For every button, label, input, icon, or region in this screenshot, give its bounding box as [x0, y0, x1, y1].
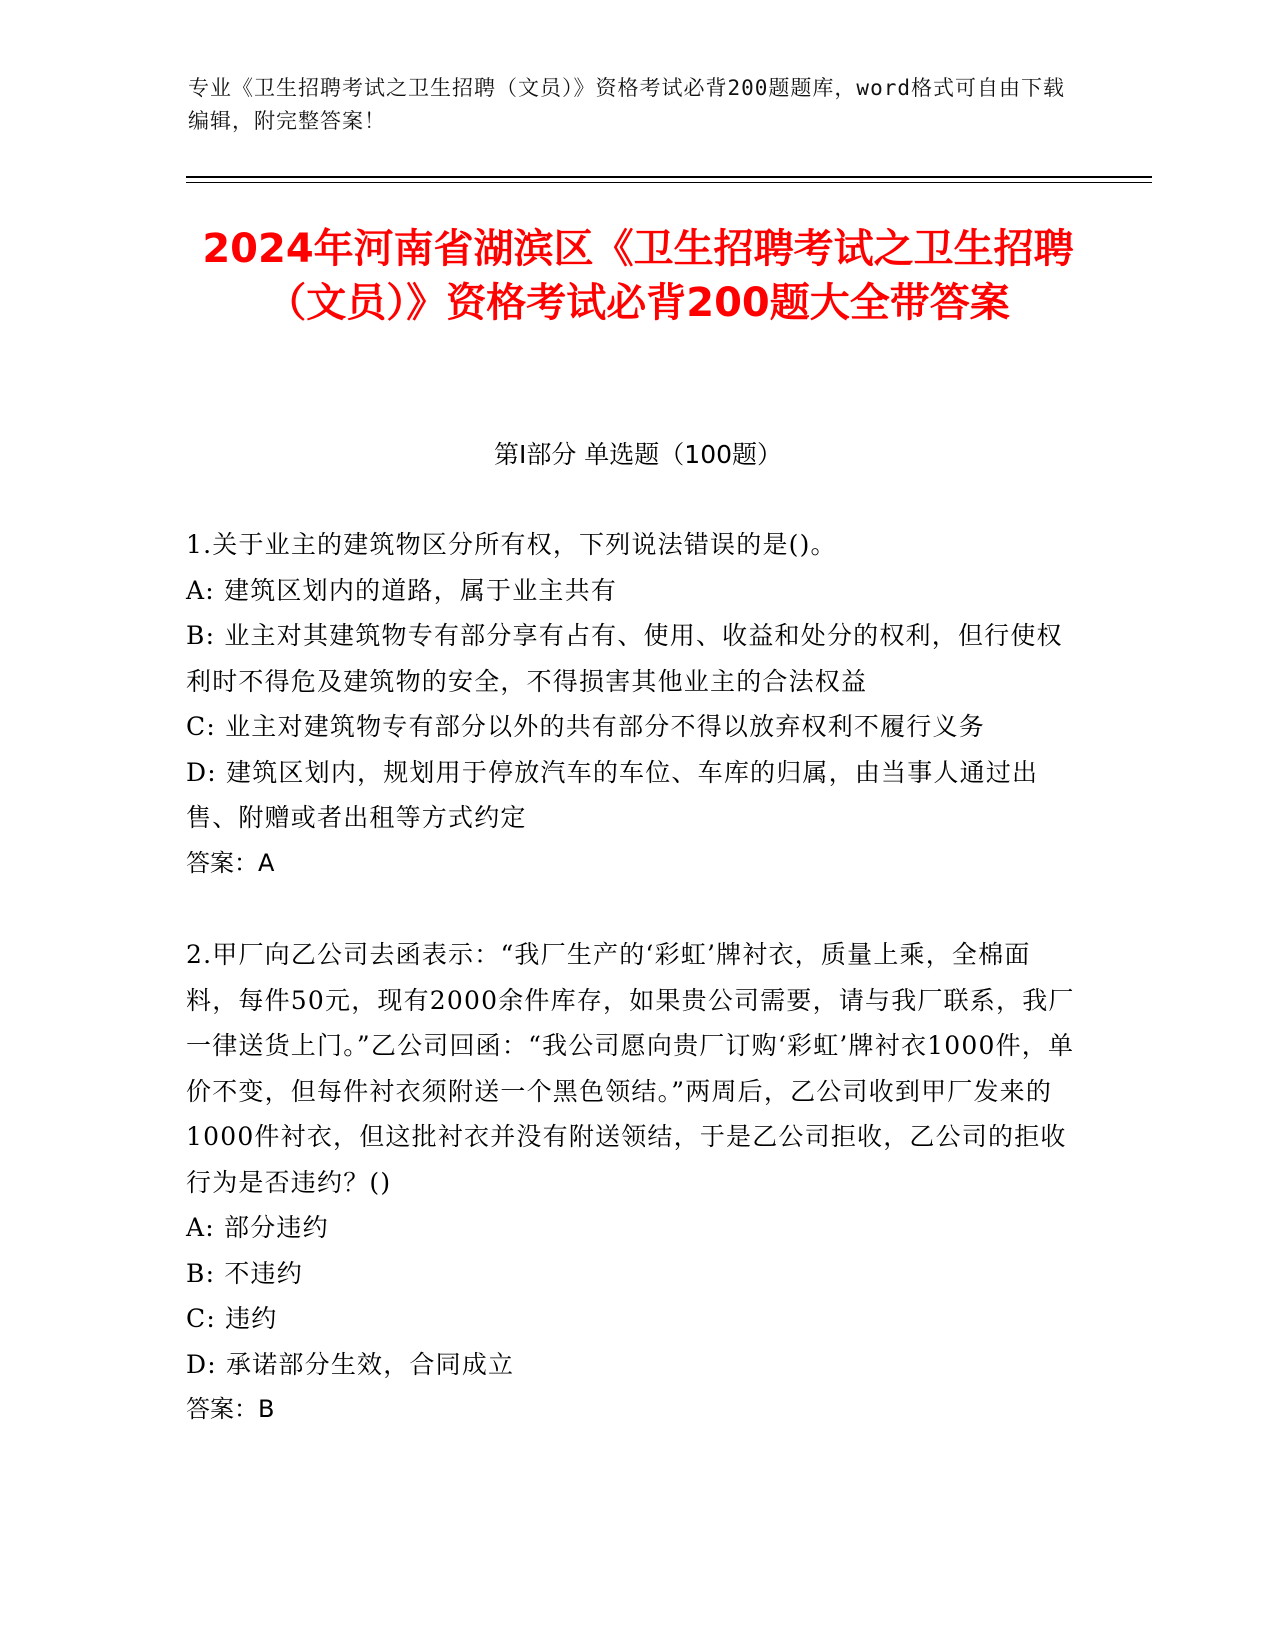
document-title: 2024年河南省湖滨区《卫生招聘考试之卫生招聘（文员）》资格考试必背200题大全带答案	[202, 226, 1074, 326]
header-divider-thick	[186, 176, 1152, 178]
header-divider-thin	[186, 182, 1152, 183]
option-b: B: 业主对其建筑物专有部分享有占有、使用、收益和处分的权利，但行使权利时不得危及建筑物的安全，不得损害其他业主的合法权益	[186, 621, 1063, 696]
option-a: A: 建筑区划内的道路，属于业主共有	[186, 575, 618, 605]
question-block	[186, 522, 1076, 886]
option-c: C: 违约	[186, 1304, 278, 1333]
option-a: A: 部分违约	[186, 1213, 329, 1242]
question-block	[186, 932, 1076, 1433]
option-b: B: 不违约	[186, 1258, 303, 1288]
option-d: D: 承诺部分生效，合同成立	[186, 1349, 515, 1379]
option-c: C: 业主对建筑物专有部分以外的共有部分不得以放弃权利不履行义务	[186, 712, 985, 741]
question-stem: 2.甲厂向乙公司去函表示：“我厂生产的‘彩虹’牌衬衣，质量上乘，全棉面料，每件50元，现有2000余件库存，如果贵公司需要，请与我厂联系，我厂一律送货上门。”乙公司回函：“我公司愿向贵厂订购‘彩虹’牌衬衣1000件，单价不变，但每件衬衣须附送一个黑色领结。”两周后，乙公司收到甲厂发来的1000件衬衣，但这批衬衣并没有附送领结，于是乙公司拒收，乙公司的拒收行为是否违约？()	[186, 940, 1075, 1197]
answer-label: 答案：A	[186, 848, 275, 877]
header-note: 专业《卫生招聘考试之卫生招聘（文员）》资格考试必背200题题库，word格式可自由下载编辑，附完整答案！	[188, 76, 1065, 133]
answer-label: 答案：B	[186, 1395, 275, 1423]
question-stem: 1.关于业主的建筑物区分所有权，下列说法错误的是()。	[186, 530, 837, 559]
section-title: 第I部分 单选题（100题）	[493, 440, 783, 469]
option-d: D: 建筑区划内，规划用于停放汽车的车位、车库的归属，由当事人通过出售、附赠或者出租等方式约定	[186, 757, 1039, 832]
